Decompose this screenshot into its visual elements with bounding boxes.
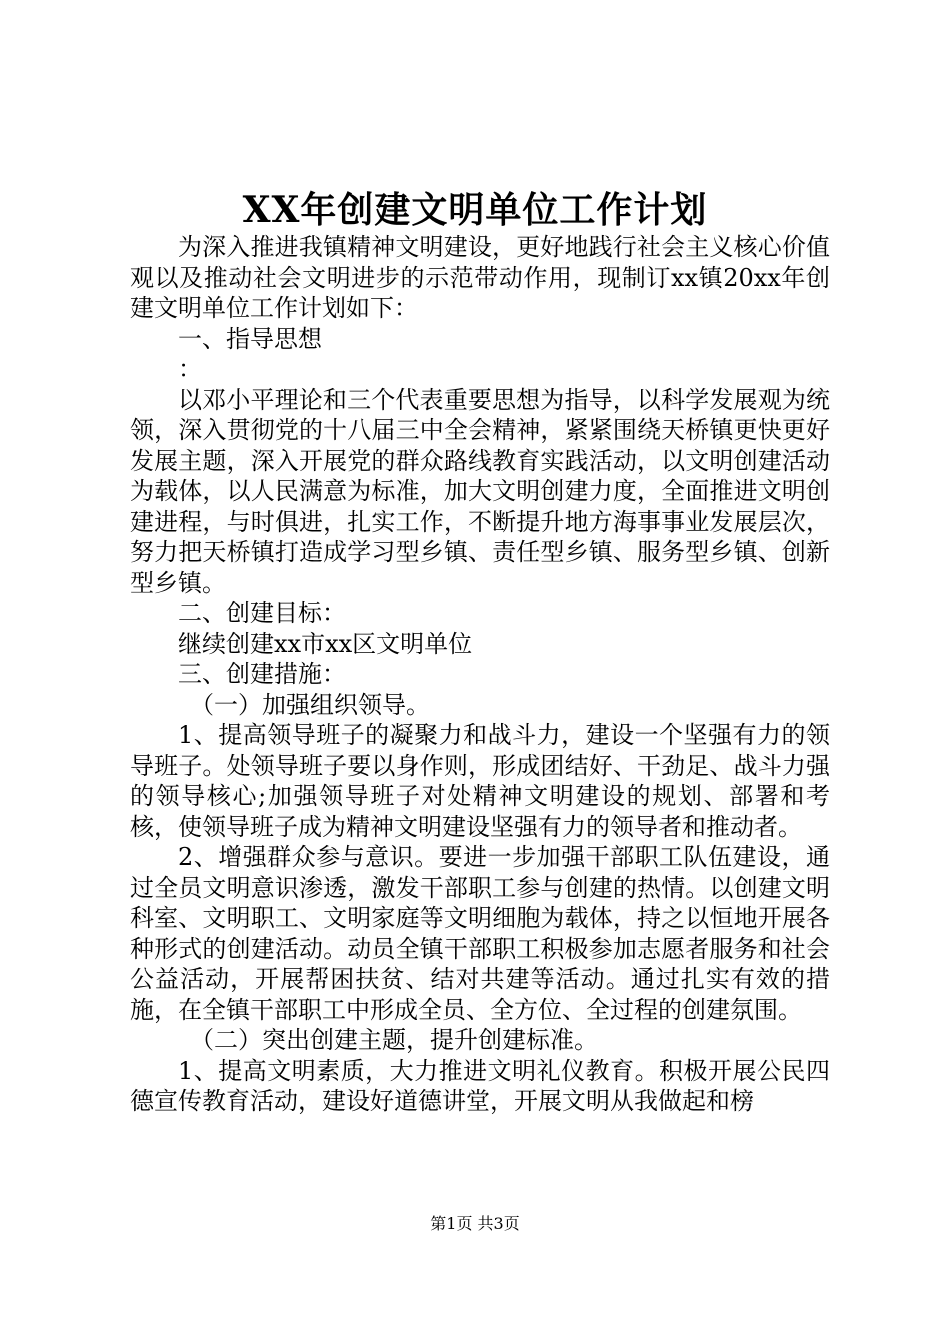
- measure-paragraph-2: 2、增强群众参与意识。要进一步加强干部职工队伍建设，通过全员文明意识渗透，激发干部职工参与创建的热情。以创建文明科室、文明职工、文明家庭等文明细胞为载体，持之以恒地开展各种形式的创建活动。动员全镇干部职工积极参加志愿者服务和社会公益活动，开展帮困扶贫、结对共建等活动。通过扎实有效的措施，在全镇干部职工中形成全员、全方位、全过程的创建氛围。: [130, 843, 830, 1024]
- subheading-theme: （二）突出创建主题，提升创建标准。: [190, 1026, 598, 1054]
- measure-paragraph-3: 1、提高文明素质，大力推进文明礼仪教育。积极开展公民四德宣传教育活动，建设好道德讲堂，开展文明从我做起和榜: [130, 1056, 830, 1115]
- document-body: [130, 232, 830, 1117]
- subheading-organization: （一）加强组织领导。: [190, 690, 430, 719]
- section-heading-goal: 二、创建目标：: [178, 599, 346, 627]
- measure-paragraph-1: 1、提高领导班子的凝聚力和战斗力，建设一个坚强有力的领导班子。处领导班子要以身作则，形成团结好、干劲足、战斗力强的领导核心;加强领导班子对处精神文明建设的规划、部署和考核，使领导班子成为精神文明建设坚强有力的领导者和推动者。: [130, 721, 830, 841]
- page-footer: 第1页 共3页: [430, 1214, 520, 1233]
- colon-line: ：: [178, 355, 202, 383]
- section-heading-guiding-ideology: 一、指导思想: [178, 324, 322, 353]
- guiding-ideology-paragraph: 以邓小平理论和三个代表重要思想为指导，以科学发展观为统领，深入贯彻党的十八届三中全会精神，紧紧围绕天桥镇更快更好发展主题，深入开展党的群众路线教育实践活动，以文明创建活动为载体，以人民满意为标准，加大文明创建力度，全面推进文明创建进程，与时俱进，扎实工作，不断提升地方海事事业发展层次，努力把天桥镇打造成学习型乡镇、责任型乡镇、服务型乡镇、创新型乡镇。: [130, 385, 830, 597]
- intro-paragraph: 为深入推进我镇精神文明建设，更好地践行社会主义核心价值观以及推动社会文明进步的示范带动作用，现制订xx镇20xx年创建文明单位工作计划如下：: [130, 233, 830, 322]
- section-heading-measures: 三、创建措施：: [178, 660, 346, 688]
- document-title: XX年创建文明单位工作计划: [242, 189, 708, 231]
- goal-paragraph: 继续创建xx市xx区文明单位: [178, 629, 473, 658]
